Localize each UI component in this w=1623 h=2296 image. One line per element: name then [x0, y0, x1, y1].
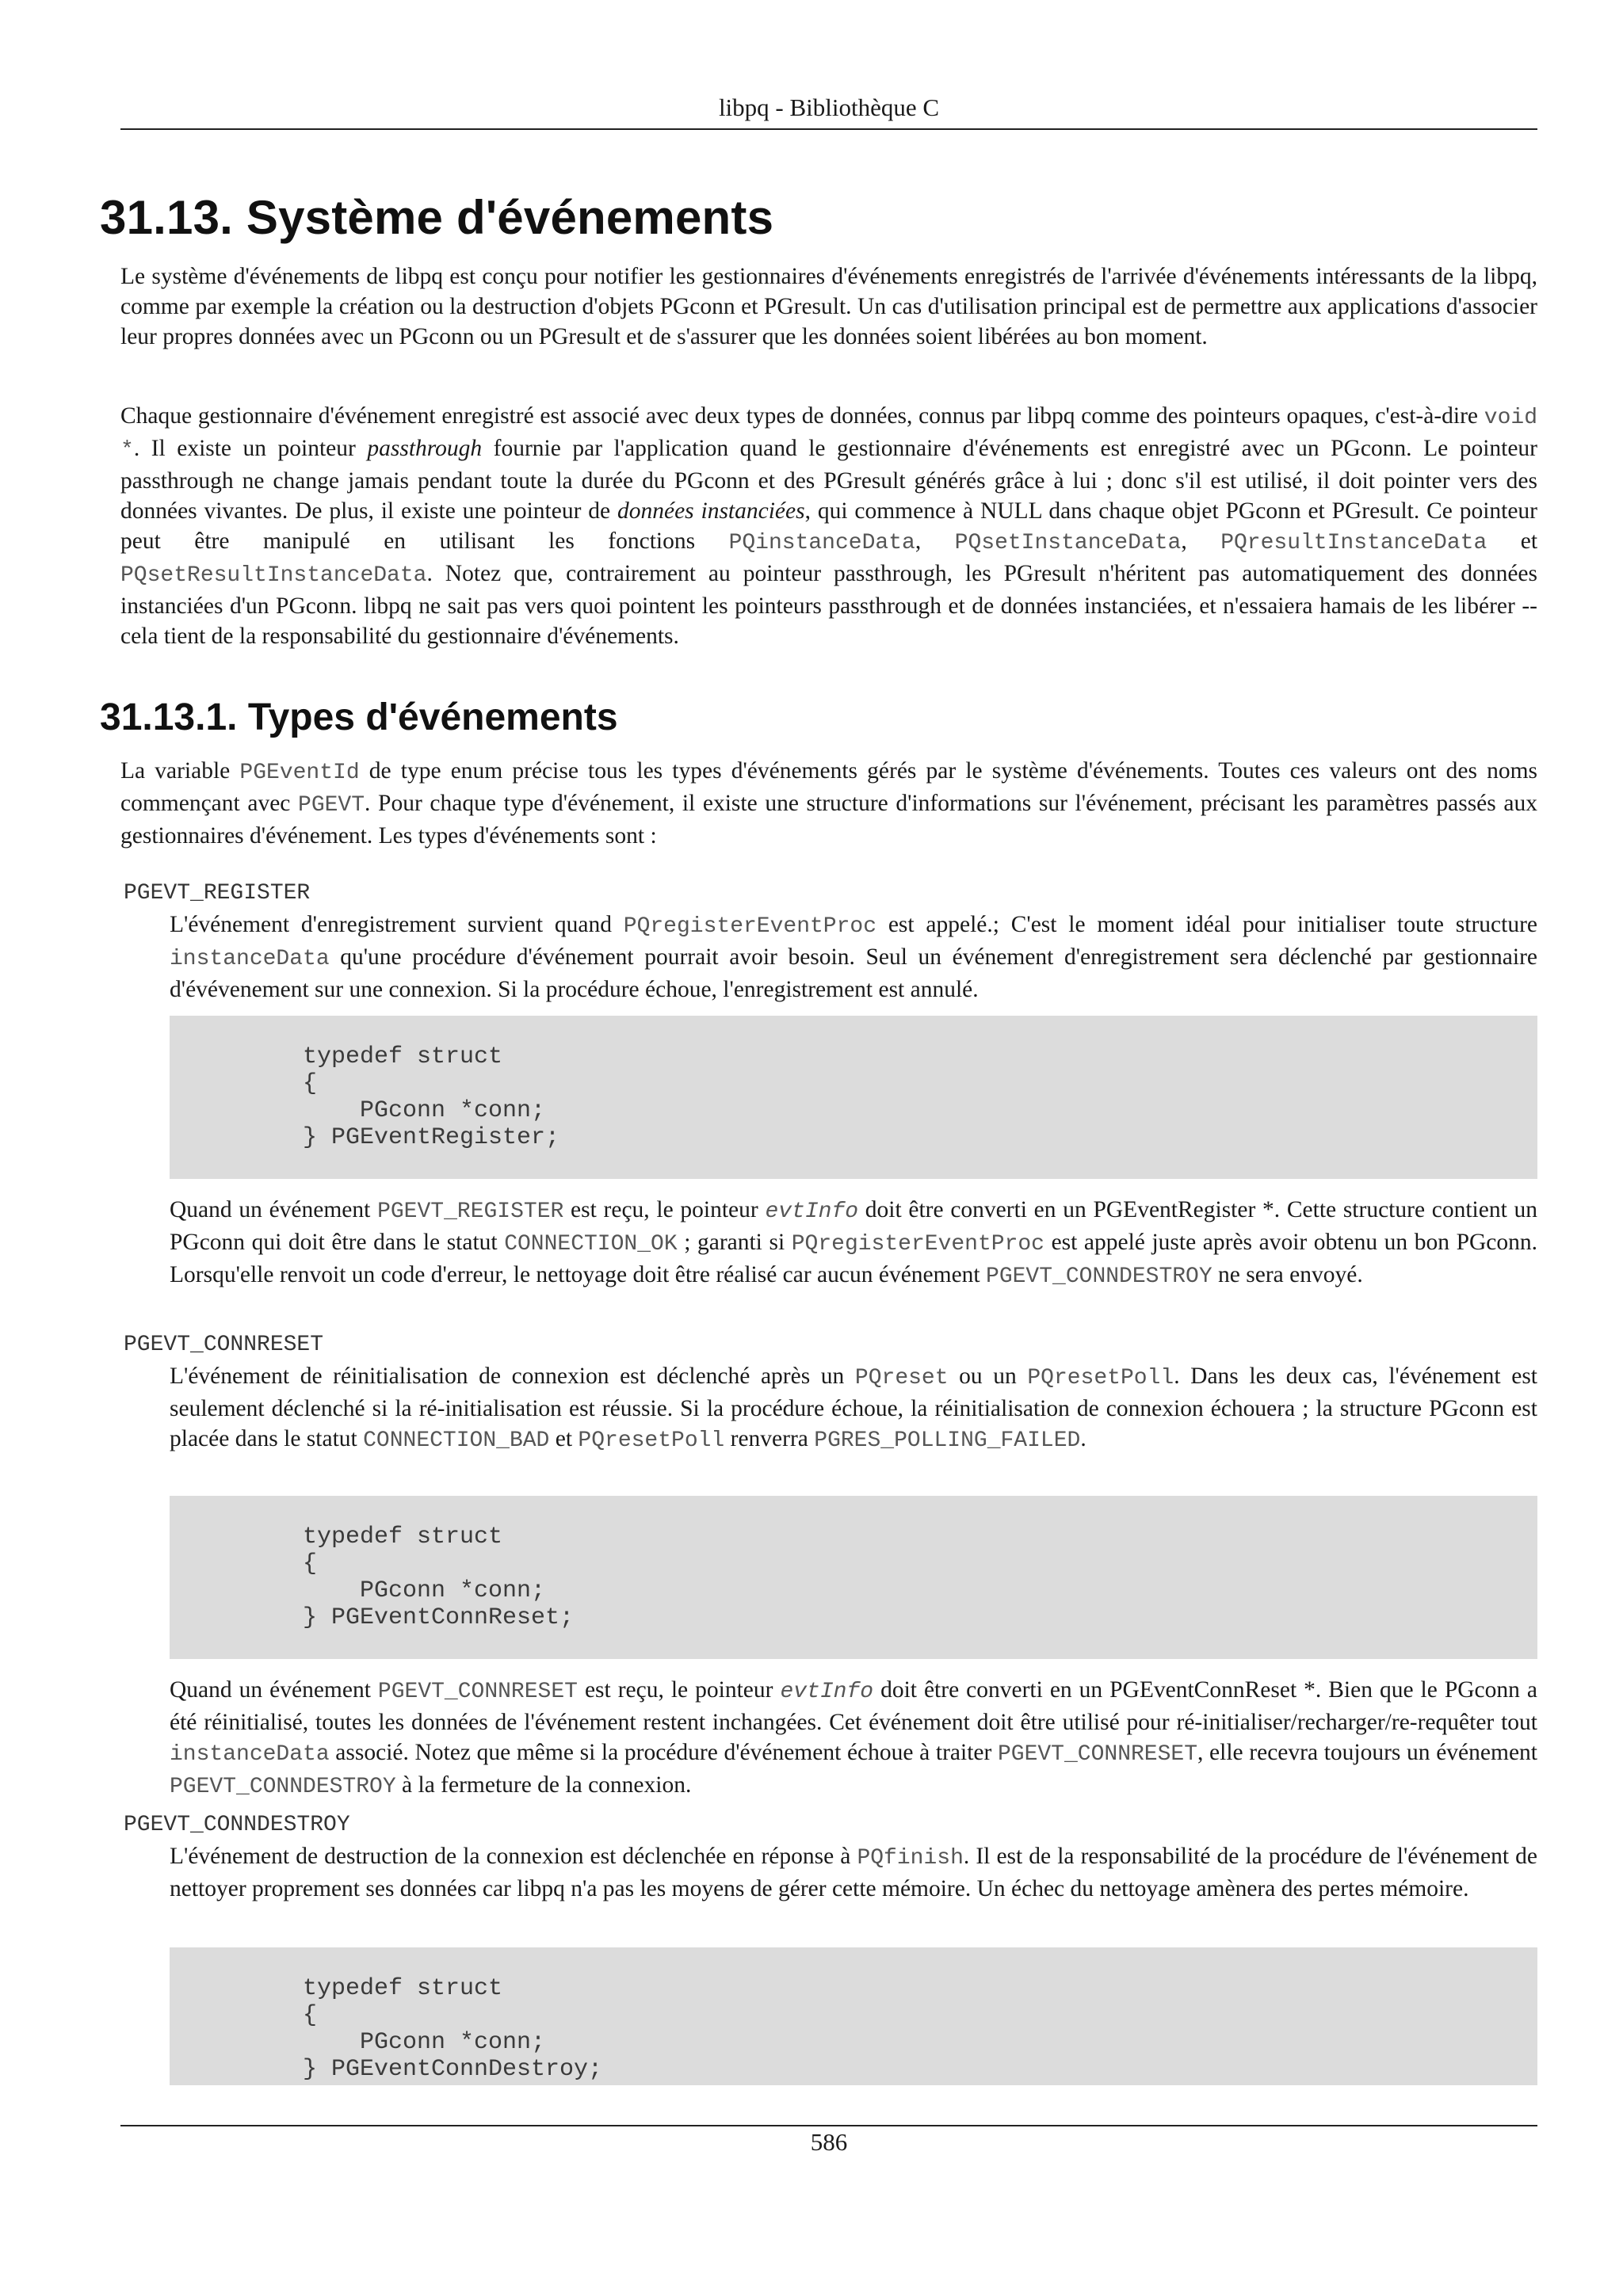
code-pgevt-conndestroy-2: PGEVT_CONNDESTROY — [170, 1775, 396, 1799]
code-pgevt-connreset: PGEVT_CONNRESET — [377, 1680, 578, 1704]
code-pqreset: PQreset — [854, 1366, 949, 1390]
code-pgeventconnreset-struct: typedef struct { PGconn *conn; } PGEventConnReset; — [303, 1524, 575, 1631]
code-pqfinish: PQfinish — [857, 1846, 964, 1871]
code-pqresetpoll-2: PQresetPoll — [578, 1428, 725, 1453]
code-pqsetinstancedata: PQsetInstanceData — [954, 531, 1182, 555]
term-pgevt-conndestroy: PGEVT_CONNDESTROY — [124, 1813, 350, 1837]
code-pgevt: PGEVT — [298, 793, 365, 818]
code-evtinfo: evtInfo — [765, 1199, 859, 1224]
connreset-details: Quand un événement PGEVT_CONNRESET est reçu, le pointeur evtInfo doit être converti en un PGEventConnReset *. Bien que le PGconn a été réinitialisé, toutes les données de l'événement restent inchangées. Cet événement doit être utilisé pour ré-initialiser/recharger/re-requêter tout instanceData associé. Notez que même si la procédure d'événement échoue à traiter PGEVT_CONNRESET, elle recevra toujours un événement PGEVT_CONNDESTROY à la fermeture de la connexion. — [170, 1677, 1537, 1799]
code-instancedata: instanceData — [170, 947, 330, 971]
term-pgevt-register: PGEVT_REGISTER — [124, 881, 311, 906]
page-number: 586 — [810, 2128, 848, 2156]
footer-rule — [120, 2125, 1537, 2126]
code-pgeventid: PGEventId — [239, 761, 360, 785]
term-pgevt-connreset: PGEVT_CONNRESET — [124, 1333, 324, 1357]
code-pgevt-conndestroy: PGEVT_CONNDESTROY — [986, 1264, 1212, 1289]
code-pgeventregister-struct: typedef struct { PGconn *conn; } PGEventRegister; — [303, 1043, 560, 1151]
code-pqresetpoll: PQresetPoll — [1027, 1366, 1174, 1390]
connreset-description: L'événement de réinitialisation de connexion est déclenché après un PQreset ou un PQresetPoll. Dans les deux cas, l'événement est seulement déclenché si la ré-initialisation est réussie. Si la procédure échoue, la réinitialisation de connexion échouera ; la structure PGconn est placée dans le statut CONNECTION_BAD et PQresetPoll renverra PGRES_POLLING_FAILED. — [170, 1363, 1537, 1453]
code-evtinfo-2: evtInfo — [780, 1680, 874, 1704]
conndestroy-description: L'événement de destruction de la connexion est déclenchée en réponse à PQfinish. Il est de la responsabilité de la procédure de l'événement de nettoyer proprement ses données car libpq n'a pas les moyens de gérer cette mémoire. Un échec du nettoyage amènera des pertes mémoire. — [170, 1844, 1538, 1901]
code-block-pgeventconnreset — [170, 1496, 1537, 1659]
emphasis-instance-data: données instanciées — [617, 498, 805, 524]
code-pqresultinstancedata: PQresultInstanceData — [1220, 531, 1487, 555]
intro-paragraph-2: Chaque gestionnaire d'événement enregistré est associé avec deux types de données, connus par libpq comme des pointeurs opaques, c'est-à-dire void *. Il existe un pointeur passthrough fournie par l'application quand le gestionnaire d'événements est enregistré avec un PGconn. Le pointeur passthrough ne change jamais pendant toute la durée du PGconn et des PGresult générés grâce à lui ; donc s'il est utilisé, il doit pointer vers des données vivantes. De plus, il existe une pointeur de données instanciées, qui commence à NULL dans chaque objet PGconn et PGresult. Ce pointeur peut être manipulé en utilisant les fonctions PQinstanceData, PQsetInstanceData, PQresultInstanceData et PQsetResultInstanceData. Notez que, contrairement au pointeur passthrough, les PGresult n'héritent pas automatiquement des données instanciées d'un PGconn. libpq ne sait pas vers quoi pointent les pointeurs passthrough et de données instanciées, et n'essaiera hamais de les libérer -- cela tient de la responsabilité du gestionnaire d'événements. — [120, 403, 1538, 649]
section-title: 31.13. Système d'événements — [100, 191, 774, 244]
subsection-title: 31.13.1. Types d'événements — [100, 696, 618, 738]
code-pgevt-connreset-2: PGEVT_CONNRESET — [997, 1742, 1198, 1767]
code-connection-ok: CONNECTION_OK — [504, 1232, 678, 1257]
code-pqregistereventproc: PQregisterEventProc — [623, 914, 877, 939]
running-header: libpq - Bibliothèque C — [718, 93, 940, 121]
header-rule — [120, 128, 1537, 130]
emphasis-passthrough: passthrough — [367, 436, 483, 461]
code-block-pgeventconndestroy — [170, 1947, 1537, 2085]
code-pqregistereventproc-2: PQregisterEventProc — [791, 1232, 1044, 1257]
register-details: Quand un événement PGEVT_REGISTER est reçu, le pointeur evtInfo doit être converti en un PGEventRegister *. Cette structure contient un PGconn qui doit être dans le statut CONNECTION_OK ; garanti si PQregisterEventProc est appelé juste après avoir obtenu un bon PGconn. Lorsqu'elle renvoit un code d'erreur, le nettoyage doit être réalisé car aucun événement PGEVT_CONNDESTROY ne sera envoyé. — [170, 1197, 1538, 1289]
code-connection-bad: CONNECTION_BAD — [363, 1428, 550, 1453]
code-pqsetresultinstancedata: PQsetResultInstanceData — [120, 563, 427, 588]
intro-paragraph-1: Le système d'événements de libpq est conçu pour notifier les gestionnaires d'événements enregistrés de l'arrivée d'événements intéressants de la libpq, comme par exemple la création ou la destruction d'objets PGconn et PGresult. Un cas d'utilisation principal est de permettre aux applications d'associer leur propres données avec un PGconn ou un PGresult et de s'assurer que les données soient libérées au bon moment. — [120, 264, 1537, 349]
code-pgres-polling-failed: PGRES_POLLING_FAILED — [814, 1428, 1081, 1453]
code-pqinstancedata: PQinstanceData — [728, 531, 915, 555]
code-void-pointer: void * — [120, 406, 1537, 463]
code-block-pgeventregister — [170, 1016, 1537, 1179]
code-pgevt-register: PGEVT_REGISTER — [377, 1199, 564, 1224]
subsection-paragraph: La variable PGEventId de type enum précise tous les types d'événements gérés par le système d'événements. Toutes ces valeurs ont des noms commençant avec PGEVT. Pour chaque type d'événement, il existe une structure d'informations sur l'événement, précisant les paramètres passés aux gestionnaires d'événement. Les types d'événements sont : — [120, 758, 1537, 849]
register-description: L'événement d'enregistrement survient quand PQregisterEventProc est appelé.; C'est le moment idéal pour initialiser toute structure instanceData qu'une procédure d'événement pourrait avoir besoin. Seul un événement d'enregistrement sera déclenché par gestionnaire d'évévenement sur une connexion. Si la procédure échoue, l'enregistrement est annulé. — [170, 912, 1538, 1002]
code-pgeventconndestroy-struct: typedef struct { PGconn *conn; } PGEventConnDestroy; — [303, 1975, 603, 2083]
code-instancedata-2: instanceData — [170, 1742, 330, 1767]
